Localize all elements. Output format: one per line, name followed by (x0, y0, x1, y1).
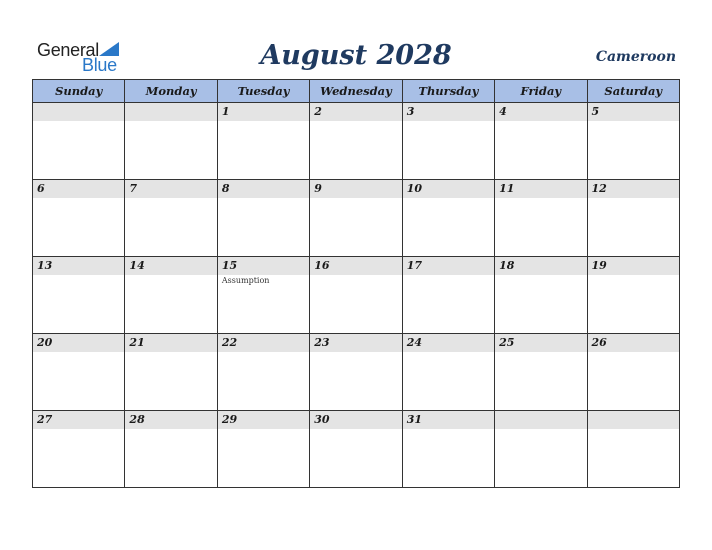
weekday-wednesday: Wednesday (310, 80, 402, 103)
day-number: 5 (591, 105, 600, 118)
day-number: 26 (591, 336, 607, 349)
day-number-band (218, 180, 309, 198)
day-number-band (588, 411, 679, 429)
day-number-band (33, 411, 124, 429)
day-number: 22 (221, 336, 238, 349)
week-row (33, 103, 680, 180)
day-cell[interactable] (402, 411, 494, 488)
day-number: 27 (37, 413, 53, 426)
weekday-sunday: Sunday (33, 80, 125, 103)
day-number-band (33, 103, 124, 121)
day-cell[interactable] (125, 411, 217, 488)
day-cell[interactable] (217, 103, 309, 180)
weekday-thursday: Thursday (402, 80, 494, 103)
day-number-band (310, 257, 401, 275)
day-cell[interactable] (587, 257, 679, 334)
country-label: Cameroon (595, 49, 676, 65)
day-cell[interactable] (402, 180, 494, 257)
day-number: 10 (406, 182, 422, 195)
day-number: 21 (129, 336, 145, 349)
day-number-band (218, 257, 309, 275)
day-cell[interactable] (33, 180, 125, 257)
day-number: 4 (499, 105, 507, 118)
day-number: 14 (129, 259, 145, 272)
day-number: 2 (314, 105, 322, 118)
day-number-band (403, 103, 494, 121)
day-cell[interactable] (587, 103, 679, 180)
day-cell[interactable] (495, 257, 587, 334)
day-number-band (588, 257, 679, 275)
day-cell[interactable] (217, 411, 309, 488)
weekday-header-row (33, 80, 680, 103)
day-cell[interactable] (310, 411, 402, 488)
day-number: 9 (314, 182, 322, 195)
day-cell[interactable] (125, 334, 217, 411)
day-cell[interactable] (587, 411, 679, 488)
holiday-label: Assumption (221, 276, 270, 285)
day-number: 18 (499, 259, 515, 272)
day-number: 8 (221, 182, 230, 195)
day-number: 12 (591, 182, 607, 195)
day-number-band (495, 334, 586, 352)
day-cell[interactable] (33, 334, 125, 411)
day-number-band (403, 334, 494, 352)
day-number: 31 (406, 413, 422, 426)
day-number-band (588, 103, 679, 121)
day-number-band (310, 334, 401, 352)
day-cell[interactable] (495, 411, 587, 488)
day-number: 29 (221, 413, 238, 426)
week-row (33, 180, 680, 257)
day-number-band (403, 257, 494, 275)
day-cell[interactable] (217, 334, 309, 411)
day-number: 17 (406, 259, 422, 272)
weekday-friday: Friday (495, 80, 587, 103)
day-number: 20 (37, 336, 53, 349)
day-number: 15 (221, 259, 238, 272)
day-number-band (588, 180, 679, 198)
calendar-grid (32, 79, 680, 488)
day-number-band (495, 411, 586, 429)
week-row (33, 334, 680, 411)
day-number: 25 (499, 336, 515, 349)
day-cell[interactable] (495, 334, 587, 411)
day-number: 16 (314, 259, 330, 272)
day-number-band (33, 257, 124, 275)
day-cell[interactable] (587, 180, 679, 257)
day-number-band (310, 103, 401, 121)
day-cell[interactable] (402, 334, 494, 411)
day-number-band (218, 103, 309, 121)
day-number-band (403, 411, 494, 429)
day-number-band (403, 180, 494, 198)
logo-text-general: General (37, 40, 99, 60)
logo-text-blue: Blue (82, 55, 117, 75)
day-number: 24 (406, 336, 422, 349)
day-number: 30 (314, 413, 330, 426)
calendar-body (33, 103, 680, 488)
day-number-band (125, 411, 216, 429)
day-cell[interactable] (33, 411, 125, 488)
day-number: 23 (314, 336, 330, 349)
day-number: 7 (129, 182, 138, 195)
weekday-saturday: Saturday (587, 80, 679, 103)
day-number-band (218, 334, 309, 352)
day-number-band (495, 257, 586, 275)
week-row (33, 257, 680, 334)
day-cell[interactable] (125, 103, 217, 180)
day-cell[interactable] (125, 180, 217, 257)
day-cell[interactable] (125, 257, 217, 334)
day-number-band (310, 411, 401, 429)
day-number: 28 (129, 413, 145, 426)
day-number-band (33, 180, 124, 198)
day-cell[interactable] (310, 257, 402, 334)
day-number-band (495, 180, 586, 198)
day-cell[interactable] (217, 180, 309, 257)
day-number: 19 (591, 259, 607, 272)
day-number: 3 (406, 105, 415, 118)
day-cell[interactable] (587, 334, 679, 411)
weekday-tuesday: Tuesday (217, 80, 309, 103)
day-cell[interactable] (310, 334, 402, 411)
day-number-band (218, 411, 309, 429)
day-number-band (495, 103, 586, 121)
week-row (33, 411, 680, 488)
day-number-band (33, 334, 124, 352)
day-number-band (588, 334, 679, 352)
day-cell[interactable] (495, 103, 587, 180)
day-number: 1 (221, 105, 230, 118)
day-cell[interactable] (310, 103, 402, 180)
day-number-band (125, 180, 216, 198)
day-number-band (310, 180, 401, 198)
day-number: 6 (37, 182, 45, 195)
day-number-band (125, 334, 216, 352)
day-cell[interactable] (310, 180, 402, 257)
day-number: 13 (37, 259, 53, 272)
day-cell[interactable] (402, 103, 494, 180)
day-cell[interactable] (33, 103, 125, 180)
day-number-band (125, 103, 216, 121)
day-cell[interactable] (217, 257, 309, 334)
day-cell[interactable] (495, 180, 587, 257)
day-number-band (125, 257, 216, 275)
day-cell[interactable] (402, 257, 494, 334)
weekday-monday: Monday (125, 80, 217, 103)
day-number: 11 (499, 182, 515, 195)
calendar-title: August 2028 (260, 40, 452, 71)
day-cell[interactable] (33, 257, 125, 334)
